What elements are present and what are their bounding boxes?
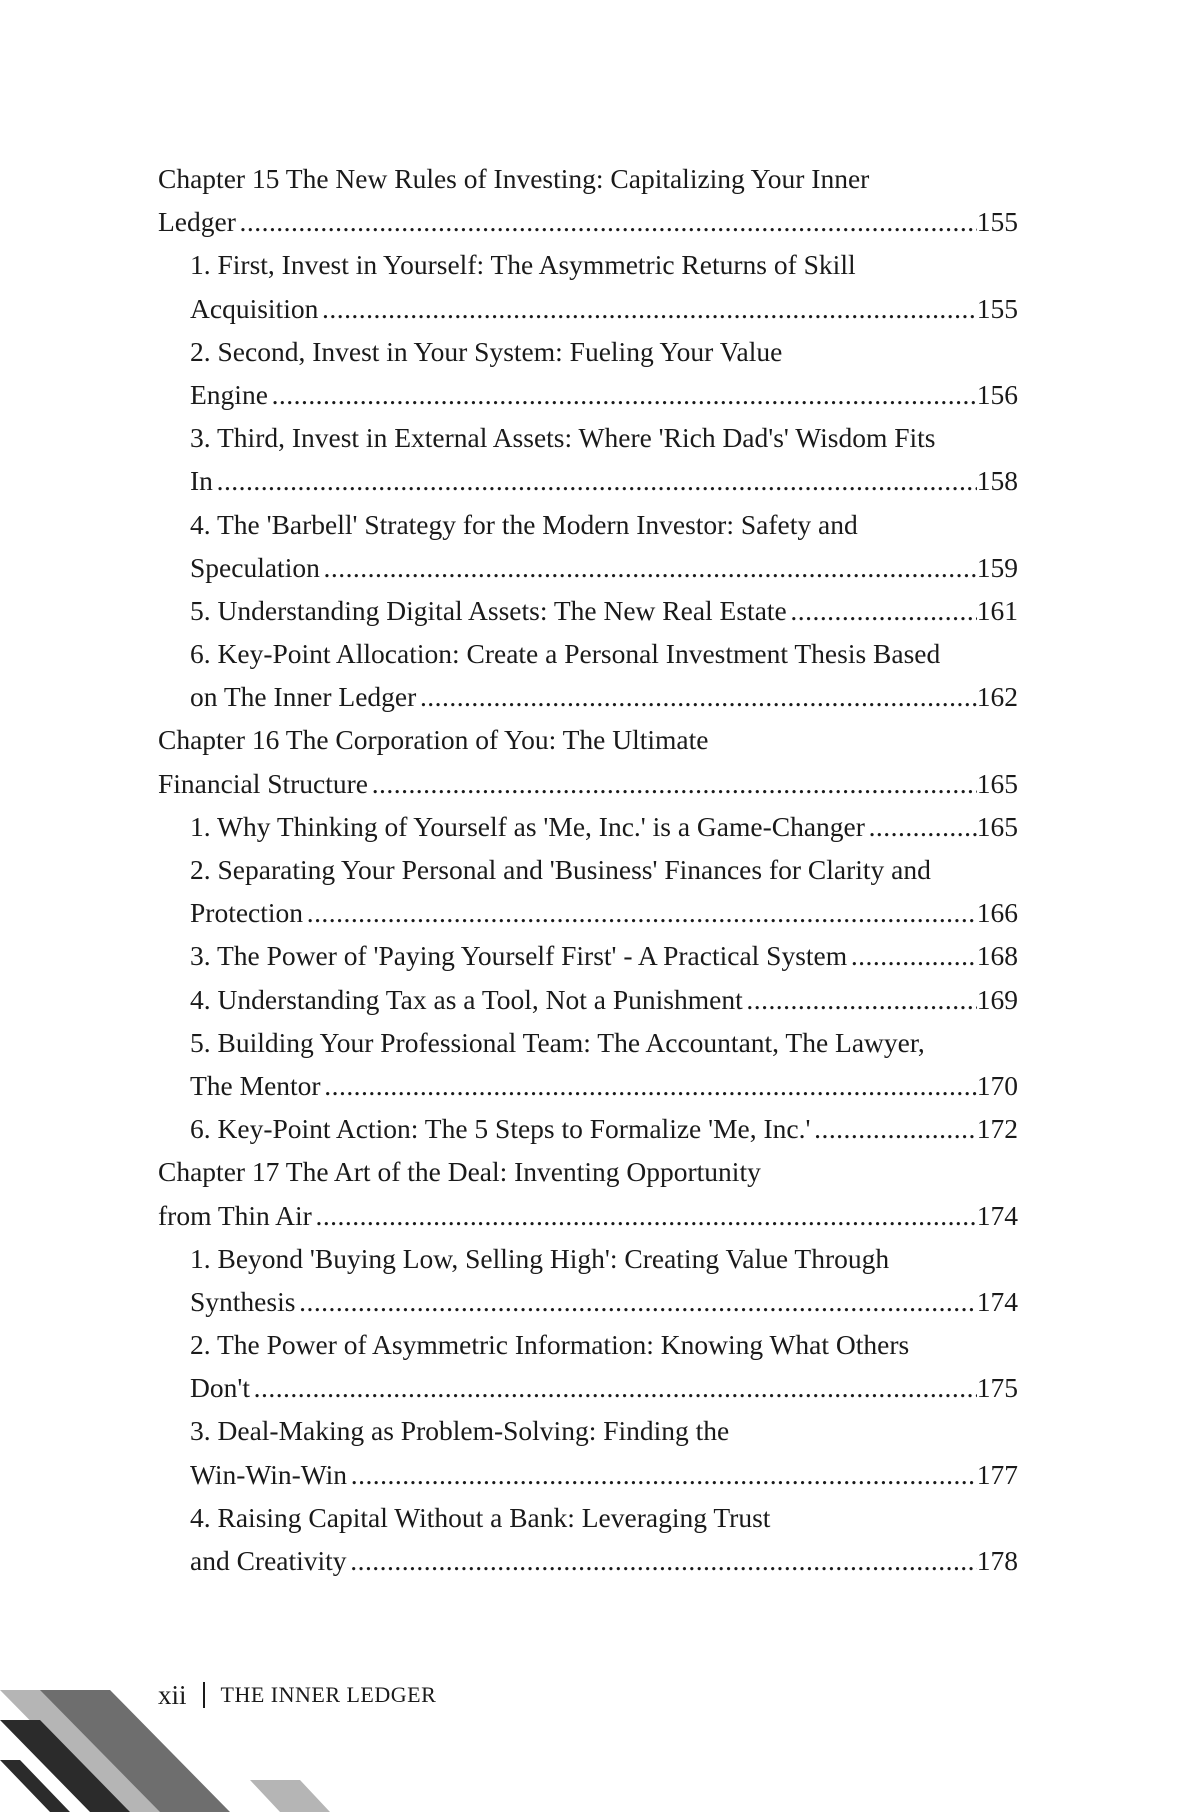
toc-section-line[interactable] xyxy=(158,1409,1018,1452)
toc-entry-text: 5. Building Your Professional Team: The Accountant, The Lawyer, xyxy=(190,1026,925,1058)
toc-section-line[interactable] xyxy=(158,416,1018,459)
toc-page-number: 172 xyxy=(977,1107,1018,1150)
toc-page-number: 175 xyxy=(977,1366,1018,1409)
toc-section-line[interactable] xyxy=(158,373,1018,416)
toc-entry-text: 2. The Power of Asymmetric Information: Knowing What Others xyxy=(190,1329,910,1361)
toc-page-number: 158 xyxy=(977,459,1018,502)
toc-entry-text: Synthesis . . . xyxy=(190,1280,1018,1323)
toc-section-line[interactable] xyxy=(158,1453,1018,1496)
toc-section-line[interactable] xyxy=(158,978,1018,1021)
toc-entry-text: on The Inner Ledger . . . xyxy=(190,675,1018,718)
toc-entry-text: 4. Understanding Tax as a Tool, Not a Punishment . . . xyxy=(190,978,1018,1021)
toc-chapter-line[interactable] xyxy=(158,1194,1018,1237)
toc-page-number: 170 xyxy=(977,1064,1018,1107)
toc-section-line[interactable] xyxy=(158,330,1018,373)
toc-section-line[interactable] xyxy=(158,675,1018,718)
toc-entry-text: 1. First, Invest in Yourself: The Asymmetric Returns of Skill xyxy=(190,249,856,281)
toc-page-number: 165 xyxy=(977,762,1018,805)
toc-page-number: 174 xyxy=(977,1194,1018,1237)
toc-page-number: 168 xyxy=(977,934,1018,977)
toc-section-line[interactable] xyxy=(158,848,1018,891)
toc-chapter-line[interactable] xyxy=(158,157,1018,200)
toc-page-number: 159 xyxy=(977,546,1018,589)
toc-entry-text: 6. Key-Point Action: The 5 Steps to Formalize 'Me, Inc.' . . . xyxy=(190,1107,1018,1150)
toc-entry-text: 5. Understanding Digital Assets: The New Real Estate . . . xyxy=(190,589,1018,632)
toc-section-line[interactable] xyxy=(158,891,1018,934)
toc-section-line[interactable] xyxy=(158,1366,1018,1409)
toc-entry-text: 1. Why Thinking of Yourself as 'Me, Inc.' is a Game-Changer . . . xyxy=(190,805,1018,848)
toc-page-number: 177 xyxy=(977,1453,1018,1496)
toc-page-number: 155 xyxy=(977,287,1018,330)
toc-section-line[interactable] xyxy=(158,589,1018,632)
toc-page-number: 166 xyxy=(977,891,1018,934)
toc-entry-text: 3. The Power of 'Paying Yourself First' - A Practical System . . . xyxy=(190,934,1018,977)
toc-entry-text: and Creativity . . . xyxy=(190,1539,1018,1582)
toc-section-line[interactable] xyxy=(158,1323,1018,1366)
toc-chapter-line[interactable] xyxy=(158,200,1018,243)
toc-entry-text: 4. The 'Barbell' Strategy for the Modern Investor: Safety and xyxy=(190,508,858,540)
toc-entry-text: Financial Structure . . . xyxy=(158,762,1018,805)
toc-entry-text: Win-Win-Win . . . xyxy=(190,1453,1018,1496)
toc-section-line[interactable] xyxy=(158,805,1018,848)
toc-page-number: 178 xyxy=(977,1539,1018,1582)
toc-page-number: 155 xyxy=(977,200,1018,243)
toc-chapter-line[interactable] xyxy=(158,1150,1018,1193)
toc-chapter-line[interactable] xyxy=(158,762,1018,805)
toc-chapter-line[interactable] xyxy=(158,718,1018,761)
toc-entry-text: 3. Third, Invest in External Assets: Where 'Rich Dad's' Wisdom Fits xyxy=(190,422,936,454)
toc-page-number: 156 xyxy=(977,373,1018,416)
toc-section-line[interactable] xyxy=(158,934,1018,977)
toc-section-line[interactable] xyxy=(158,503,1018,546)
toc-entry-text: 6. Key-Point Allocation: Create a Personal Investment Thesis Based xyxy=(190,638,941,670)
toc-page-number: 162 xyxy=(977,675,1018,718)
toc-page-number: 161 xyxy=(977,589,1018,632)
toc-page-number: 165 xyxy=(977,805,1018,848)
toc-section-line[interactable] xyxy=(158,1496,1018,1539)
toc-section-line[interactable] xyxy=(158,1064,1018,1107)
toc-entry-text: 1. Beyond 'Buying Low, Selling High': Creating Value Through xyxy=(190,1242,890,1274)
decor-stripe-light-2 xyxy=(250,1780,330,1812)
toc-page-number: 174 xyxy=(977,1280,1018,1323)
toc-entry-text: from Thin Air . . . xyxy=(158,1194,1018,1237)
toc-entry-text: Engine . . . xyxy=(190,373,1018,416)
toc-section-line[interactable] xyxy=(158,287,1018,330)
toc-entry-text: Protection . . . xyxy=(190,891,1018,934)
toc-section-line[interactable] xyxy=(158,1237,1018,1280)
toc-entry-text: Ledger . . . xyxy=(158,200,1018,243)
toc-section-line[interactable] xyxy=(158,1539,1018,1582)
toc-section-line[interactable] xyxy=(158,632,1018,675)
toc-entry-text: Chapter 16 The Corporation of You: The Ultimate xyxy=(158,724,709,756)
toc-entry-text: Chapter 15 The New Rules of Investing: Capitalizing Your Inner xyxy=(158,163,870,194)
toc-entry-text: Don't . . . xyxy=(190,1366,1018,1409)
toc-section-line[interactable] xyxy=(158,243,1018,286)
toc-section-line[interactable] xyxy=(158,1280,1018,1323)
toc-entry-text: Speculation . . . xyxy=(190,546,1018,589)
toc-entry-text: The Mentor . . . xyxy=(190,1064,1018,1107)
toc-section-line[interactable] xyxy=(158,1021,1018,1064)
toc-entry-text: Acquisition . . . xyxy=(190,287,1018,330)
toc-entry-text: Chapter 17 The Art of the Deal: Inventing Opportunity xyxy=(158,1156,761,1188)
toc-entry-text: 4. Raising Capital Without a Bank: Leveraging Trust xyxy=(190,1501,771,1533)
corner-decoration xyxy=(0,1690,420,1812)
toc-entry-text: In . . . xyxy=(190,459,1018,502)
toc-entry-text: 2. Separating Your Personal and 'Business' Finances for Clarity and xyxy=(190,854,931,885)
page-number: xii xyxy=(158,1680,187,1710)
toc-entry-text: 3. Deal-Making as Problem-Solving: Finding the xyxy=(190,1415,730,1447)
toc-section-line[interactable] xyxy=(158,459,1018,502)
toc-entry-text: 2. Second, Invest in Your System: Fueling Your Value xyxy=(190,335,783,367)
toc-section-line[interactable] xyxy=(158,1107,1018,1150)
toc-section-line[interactable] xyxy=(158,546,1018,589)
table-of-contents xyxy=(158,157,1018,1582)
toc-page-number: 169 xyxy=(977,978,1018,1021)
running-book-title: THE INNER LEDGER xyxy=(220,1682,437,1707)
